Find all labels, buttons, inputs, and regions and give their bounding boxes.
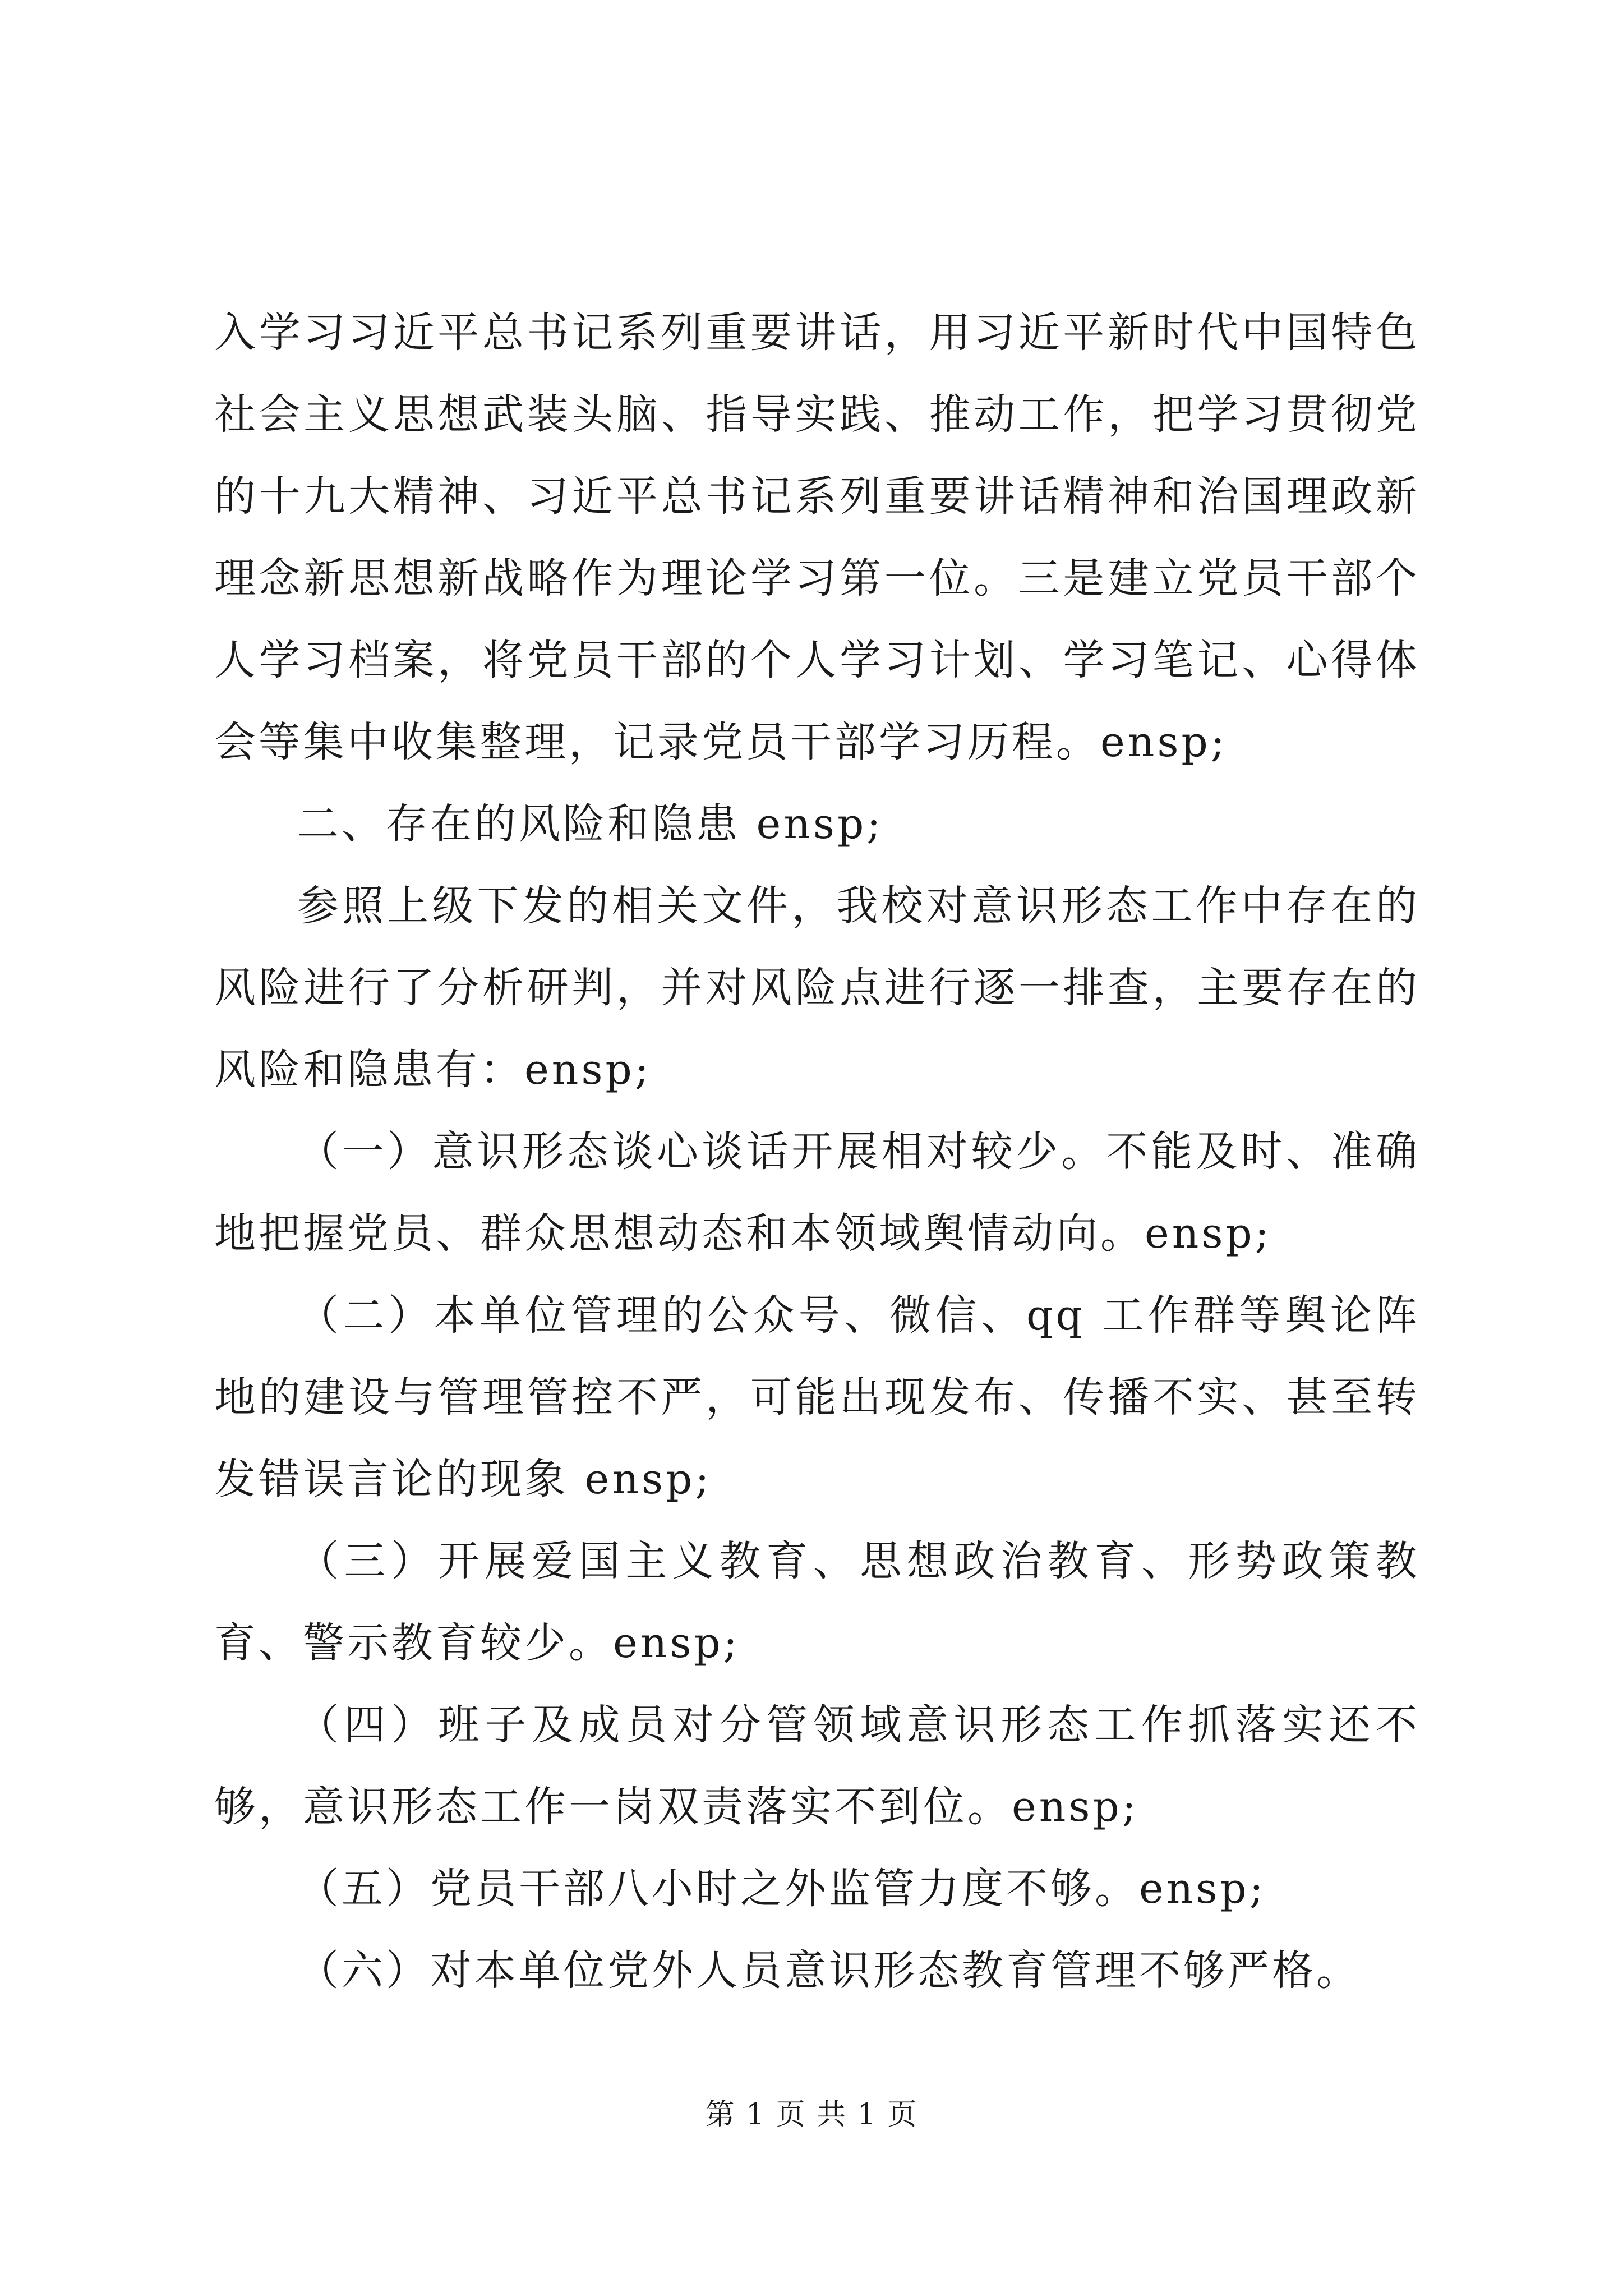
paragraph-continuation: 入学习习近平总书记系列重要讲话，用习近平新时代中国特色社会主义思想武装头脑、指导实践、推动工作，把学习贯彻党的十九大精神、习近平总书记系列重要讲话精神和治国理政新理念新思想新战略作为理论学习第一位。三是建立党员干部个人学习档案，将党员干部的个人学习计划、学习笔记、心得体会等集中收集整理，记录党员干部学习历程。ensp; bbox=[214, 309, 1420, 766]
list-item-3: （三）开展爱国主义教育、思想政治教育、形势政策教育、警示教育较少。ensp; bbox=[214, 1537, 1420, 1667]
list-item-5: （五）党员干部八小时之外监管力度不够。ensp; bbox=[297, 1865, 1266, 1913]
paragraph-intro-risks: 参照上级下发的相关文件，我校对意识形态工作中存在的风险进行了分析研判，并对风险点进行逐一排查，主要存在的风险和隐患有：ensp; bbox=[214, 882, 1420, 1094]
list-item-6: （六）对本单位党外人员意识形态教育管理不够严格。 bbox=[297, 1947, 1361, 1995]
list-item-1: （一）意识形态谈心谈话开展相对较少。不能及时、准确地把握党员、群众思想动态和本领域舆情动向。ensp; bbox=[214, 1128, 1420, 1258]
page-footer: 第 1 页 共 1 页 bbox=[705, 2098, 918, 2132]
list-item-2: （二）本单位管理的公众号、微信、qq 工作群等舆论阵地的建设与管理管控不严，可能出现发布、传播不实、甚至转发错误言论的现象 ensp; bbox=[214, 1291, 1420, 1503]
list-item-4: （四）班子及成员对分管领域意识形态工作抓落实还不够，意识形态工作一岗双责落实不到位。ensp; bbox=[214, 1701, 1420, 1831]
section-heading-risks: 二、存在的风险和隐患 ensp; bbox=[297, 800, 884, 848]
document-body bbox=[214, 292, 1420, 2012]
